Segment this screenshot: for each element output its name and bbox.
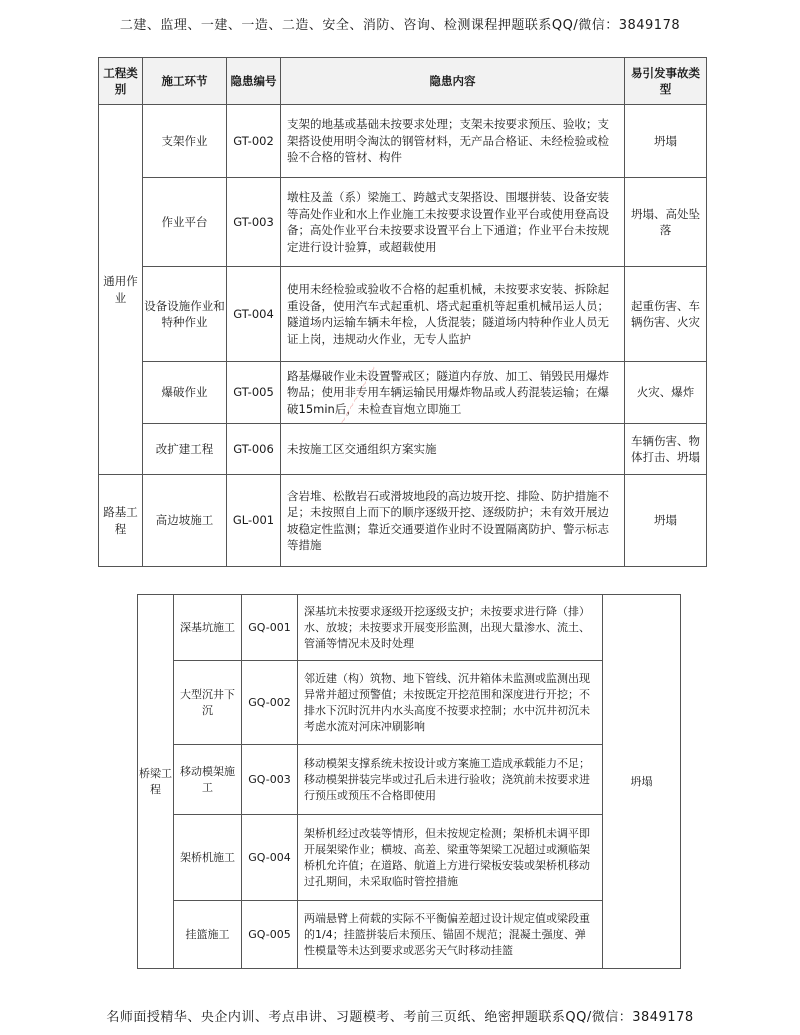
step-cell: 爆破作业 bbox=[143, 362, 227, 424]
table-row bbox=[99, 105, 707, 178]
content-cell: 墩柱及盖（系）梁施工、跨越式支架搭设、围堰拼装、设备安装等高处作业和水上作业施工未按要求设置作业平台或使用登高设备；高处作业平台未按要求设置平台上下通道；作业平台未按规定进行设计验算，或超载使用 bbox=[281, 178, 625, 267]
step-cell: 深基坑施工 bbox=[174, 595, 242, 661]
code-cell: GQ-005 bbox=[242, 901, 298, 969]
table-row bbox=[99, 178, 707, 267]
step-cell: 大型沉井下沉 bbox=[174, 661, 242, 745]
code-cell: GT-003 bbox=[227, 178, 281, 267]
code-cell: GQ-002 bbox=[242, 661, 298, 745]
category-cell: 通用作业 bbox=[99, 105, 143, 475]
table-row bbox=[99, 475, 707, 567]
hazard-table-1 bbox=[98, 57, 707, 567]
accident-cell: 坍塌 bbox=[625, 105, 707, 178]
step-cell: 设备设施作业和特种作业 bbox=[143, 267, 227, 362]
code-cell: GT-006 bbox=[227, 424, 281, 475]
code-cell: GL-001 bbox=[227, 475, 281, 567]
table-row bbox=[138, 595, 681, 661]
code-cell: GQ-003 bbox=[242, 745, 298, 815]
footer-banner: 名师面授精华、央企内训、考点串讲、习题模考、考前三页纸、绝密押题联系QQ/微信：3849178 bbox=[106, 1010, 694, 1025]
header-accident: 易引发事故类型 bbox=[625, 58, 707, 105]
content-cell: 邻近建（构）筑物、地下管线、沉井箱体未监测或监测出现异常并超过预警值；未按既定开挖范围和深度进行开挖；不排水下沉时沉井内水头高度不按要求控制；水中沉井初沉未考虑水流对河床冲刷影响 bbox=[298, 661, 603, 745]
watermark: ~~~~~~~~ bbox=[336, 363, 381, 428]
table-row bbox=[138, 745, 681, 815]
table-row bbox=[99, 362, 707, 424]
code-cell: GT-004 bbox=[227, 267, 281, 362]
content-cell: 含岩堆、松散岩石或滑坡地段的高边坡开挖、排险、防护措施不足；未按照自上而下的顺序逐级开挖、逐级防护；未有效开展边坡稳定性监测；靠近交通要道作业时不设置隔离防护、警示标志等措施 bbox=[281, 475, 625, 567]
content-cell: 深基坑未按要求逐级开挖逐级支护；未按要求进行降（排）水、放坡；未按要求开展变形监测，出现大量渗水、流土、管涌等情况未及时处理 bbox=[298, 595, 603, 661]
content-cell: 两端悬臂上荷载的实际不平衡偏差超过设计规定值或梁段重的1/4；挂篮拼装后未预压、锚固不规范；混凝土强度、弹性模量等未达到要求或恶劣天气时移动挂篮 bbox=[298, 901, 603, 969]
content-cell: 路基爆破作业未设置警戒区；隧道内存放、加工、销毁民用爆炸物品；使用非专用车辆运输民用爆炸物品或人药混装运输；在爆破15min后，未检查盲炮立即施工 bbox=[281, 362, 625, 424]
table-row bbox=[99, 267, 707, 362]
code-cell: GQ-001 bbox=[242, 595, 298, 661]
table-header-row bbox=[99, 58, 707, 105]
content-cell: 移动模架支撑系统未按设计或方案施工造成承载能力不足；移动模架拼装完毕或过孔后未进行验收；浇筑前未按要求进行预压或预压不合格即使用 bbox=[298, 745, 603, 815]
table-row bbox=[138, 815, 681, 901]
step-cell: 移动模架施工 bbox=[174, 745, 242, 815]
table-row bbox=[138, 661, 681, 745]
content-cell: 架桥机经过改装等情形，但未按规定检测；架桥机未调平即开展架梁作业；横坡、高差、梁重等架梁工况超过或濒临架桥机允许值；在道路、航道上方进行梁板安装或架桥机移动过孔期间，未采取临时管控措施 bbox=[298, 815, 603, 901]
table-row bbox=[99, 424, 707, 475]
step-cell: 架桥机施工 bbox=[174, 815, 242, 901]
table-row bbox=[138, 901, 681, 969]
header-category: 工程类别 bbox=[99, 58, 143, 105]
content-cell: 未按施工区交通组织方案实施 bbox=[281, 424, 625, 475]
step-cell: 高边坡施工 bbox=[143, 475, 227, 567]
hazard-table-2 bbox=[137, 594, 681, 969]
category-cell: 路基工程 bbox=[99, 475, 143, 567]
header-content: 隐患内容 bbox=[281, 58, 625, 105]
header-step: 施工环节 bbox=[143, 58, 227, 105]
content-cell: 支架的地基或基础未按要求处理；支架未按要求预压、验收；支架搭设使用明令淘汰的钢管材料，无产品合格证、未经检验或检验不合格的管材、构件 bbox=[281, 105, 625, 178]
code-cell: GT-002 bbox=[227, 105, 281, 178]
accident-cell: 起重伤害、车辆伤害、火灾 bbox=[625, 267, 707, 362]
step-cell: 作业平台 bbox=[143, 178, 227, 267]
header-code: 隐患编号 bbox=[227, 58, 281, 105]
header-banner: 二建、监理、一建、一造、二造、安全、消防、咨询、检测课程押题联系QQ/微信：3849178 bbox=[119, 18, 681, 33]
accident-cell: 坍塌 bbox=[603, 595, 681, 969]
category-cell: 桥梁工程 bbox=[138, 595, 174, 969]
accident-cell: 坍塌、高处坠落 bbox=[625, 178, 707, 267]
accident-cell: 火灾、爆炸 bbox=[625, 362, 707, 424]
step-cell: 支架作业 bbox=[143, 105, 227, 178]
step-cell: 改扩建工程 bbox=[143, 424, 227, 475]
accident-cell: 坍塌 bbox=[625, 475, 707, 567]
accident-cell: 车辆伤害、物体打击、坍塌 bbox=[625, 424, 707, 475]
code-cell: GT-005 bbox=[227, 362, 281, 424]
content-cell: 使用未经检验或验收不合格的起重机械，未按要求安装、拆除起重设备，使用汽车式起重机、塔式起重机等起重机械吊运人员；隧道场内运输车辆未年检，人货混装；隧道场内特种作业人员无证上岗，违规动火作业，无专人监护 bbox=[281, 267, 625, 362]
code-cell: GQ-004 bbox=[242, 815, 298, 901]
step-cell: 挂篮施工 bbox=[174, 901, 242, 969]
